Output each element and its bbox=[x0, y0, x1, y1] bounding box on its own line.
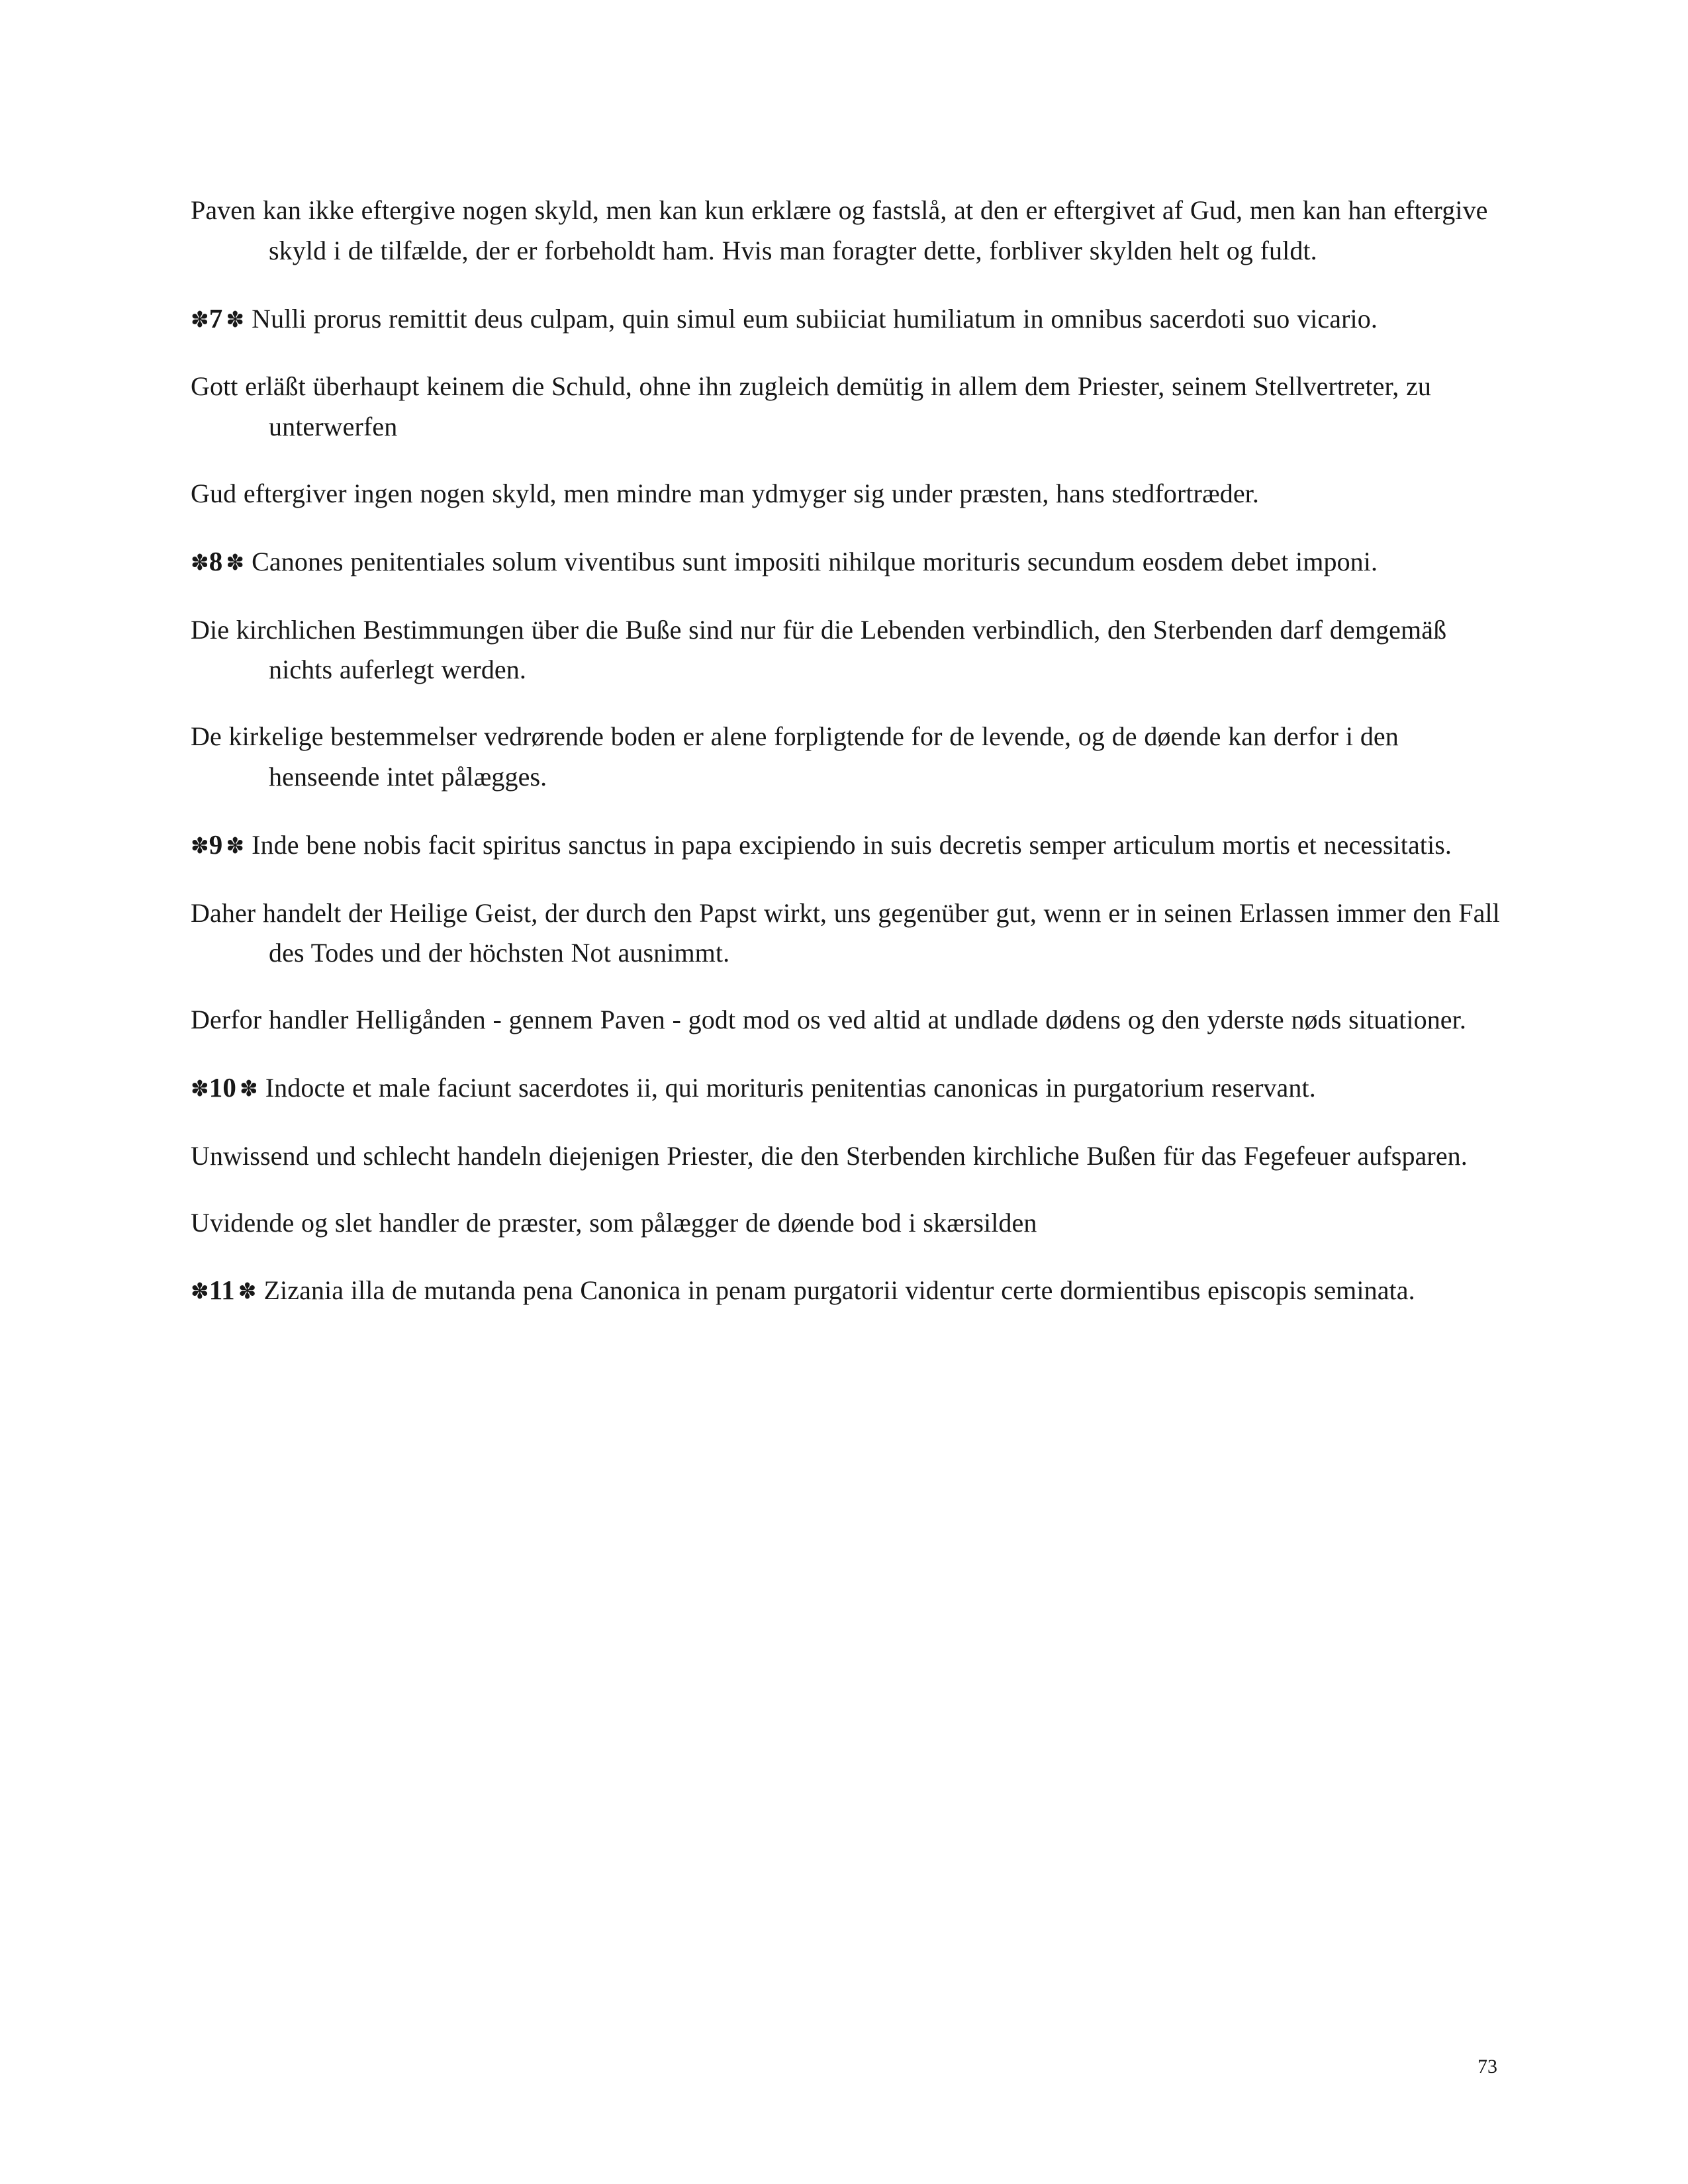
floral-asterisk-icon: ✽ bbox=[226, 306, 245, 332]
thesis-number-marker bbox=[191, 304, 244, 334]
translation-paragraph bbox=[191, 1203, 1504, 1244]
translation-text: Die kirchlichen Bestimmungen über die Buße sind nur für die Lebenden verbindlich, den Sterbenden darf demgemäß nichts auferlegt werden. bbox=[191, 614, 1447, 685]
page-text-block bbox=[191, 191, 1504, 1339]
floral-asterisk-icon: ✽ bbox=[191, 1278, 209, 1304]
floral-asterisk-icon: ✽ bbox=[191, 1075, 209, 1101]
translation-paragraph bbox=[191, 893, 1504, 974]
floral-asterisk-icon: ✽ bbox=[191, 306, 209, 332]
translation-paragraph bbox=[191, 1136, 1504, 1177]
floral-asterisk-icon: ✽ bbox=[191, 832, 209, 858]
translation-text: Daher handelt der Heilige Geist, der durch den Papst wirkt, uns gegenüber gut, wenn er in seinen Erlassen immer den Fall des Todes und der höchsten Not ausnimmt. bbox=[191, 897, 1500, 968]
thesis-number-marker bbox=[191, 830, 244, 860]
translation-text: Gott erläßt überhaupt keinem die Schuld, ohne ihn zugleich demütig in allem dem Priester, seinem Stellvertreter, zu unterwerfen bbox=[191, 371, 1432, 442]
thesis-text: Indocte et male faciunt sacerdotes ii, qui morituris penitentias canonicas in purgatorium reservant. bbox=[265, 1072, 1316, 1103]
thesis-number: 11 bbox=[209, 1275, 235, 1306]
translation-text: De kirkelige bestemmelser vedrørende boden er alene forpligtende for de levende, og de døende kan derfor i den henseende intet pålægges. bbox=[191, 721, 1399, 792]
translation-text: Derfor handler Helligånden - gennem Paven - godt mod os ved altid at undlade dødens og den yderste nøds situationer. bbox=[191, 1005, 1466, 1035]
thesis-paragraph bbox=[191, 1269, 1504, 1311]
floral-asterisk-icon: ✽ bbox=[238, 1278, 257, 1304]
thesis-number-marker bbox=[191, 1073, 258, 1103]
thesis-text: Canones penitentiales solum viventibus sunt impositi nihilque morituris secundum eosdem debet imponi. bbox=[252, 546, 1378, 576]
thesis-paragraph bbox=[191, 1067, 1504, 1109]
thesis-paragraph bbox=[191, 541, 1504, 582]
thesis-text: Zizania illa de mutanda pena Canonica in penam purgatorii videntur certe dormientibus episcopis seminata. bbox=[263, 1275, 1415, 1306]
floral-asterisk-icon: ✽ bbox=[226, 549, 245, 575]
thesis-number-marker bbox=[191, 1275, 256, 1305]
thesis-text: Nulli prorus remittit deus culpam, quin simul eum subiiciat humiliatum in omnibus sacerdoti suo vicario. bbox=[252, 303, 1378, 334]
translation-paragraph bbox=[191, 610, 1504, 691]
translation-paragraph bbox=[191, 474, 1504, 514]
translation-paragraph bbox=[191, 191, 1504, 271]
thesis-number-marker bbox=[191, 547, 244, 576]
floral-asterisk-icon: ✽ bbox=[239, 1075, 258, 1101]
page-number: 73 bbox=[1477, 2056, 1497, 2077]
translation-paragraph bbox=[191, 367, 1504, 447]
thesis-number: 9 bbox=[209, 829, 223, 860]
thesis-paragraph bbox=[191, 298, 1504, 340]
thesis-paragraph bbox=[191, 824, 1504, 866]
translation-text: Gud eftergiver ingen nogen skyld, men mindre man ydmyger sig under præsten, hans stedfortræder. bbox=[191, 478, 1259, 508]
floral-asterisk-icon: ✽ bbox=[226, 832, 245, 858]
floral-asterisk-icon: ✽ bbox=[191, 549, 209, 575]
translation-text: Unwissend und schlecht handeln diejenigen Priester, die den Sterbenden kirchliche Bußen für das Fegefeuer aufsparen. bbox=[191, 1140, 1468, 1171]
thesis-number: 10 bbox=[209, 1071, 236, 1103]
translation-paragraph bbox=[191, 717, 1504, 797]
translation-text: Uvidende og slet handler de præster, som pålægger de døende bod i skærsilden bbox=[191, 1207, 1037, 1238]
thesis-number: 8 bbox=[209, 545, 223, 576]
thesis-text: Inde bene nobis facit spiritus sanctus in papa excipiendo in suis decretis semper articulum mortis et necessitatis. bbox=[252, 829, 1452, 860]
translation-text: Paven kan ikke eftergive nogen skyld, men kan kun erklære og fastslå, at den er eftergivet af Gud, men kan han eftergive skyld i de tilfælde, der er forbeholdt ham. Hvis man foragter dette, forbliver skylden helt og fuldt. bbox=[191, 195, 1488, 265]
thesis-number: 7 bbox=[209, 302, 223, 334]
translation-paragraph bbox=[191, 1000, 1504, 1040]
